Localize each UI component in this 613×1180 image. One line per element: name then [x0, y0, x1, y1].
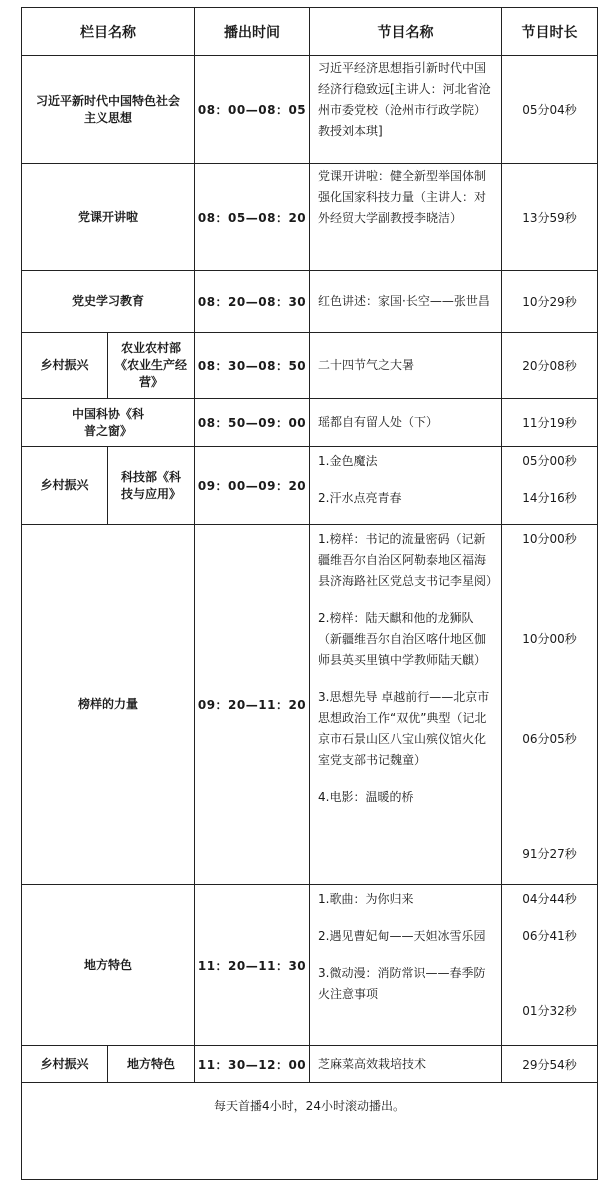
program-item: 2.汗水点亮青春	[318, 491, 402, 505]
column-name: 地方特色	[22, 885, 195, 1046]
table-row	[22, 164, 598, 271]
program-list	[310, 885, 502, 1046]
header-program: 节目名称	[310, 8, 502, 56]
table-row	[22, 56, 598, 164]
program-name: 习近平经济思想指引新时代中国经济行稳致远[主讲人：河北省沧州市委党校（沧州市行政学院）教授刘本琪]	[310, 56, 502, 164]
program-item: 1.榜样：书记的流量密码（记新疆维吾尔自治区阿勒泰地区福海县济海路社区党总支书记李星阅）	[318, 532, 499, 588]
duration: 01分32秒	[522, 1004, 577, 1018]
column-name: 榜样的力量	[22, 525, 195, 885]
air-time: 08：00—08：05	[195, 56, 310, 164]
air-time: 08：30—08：50	[195, 333, 310, 399]
schedule-table	[21, 7, 598, 1180]
footnote-row	[22, 1083, 598, 1180]
program-item: 3.微动漫：消防常识——春季防火注意事项	[318, 966, 486, 1001]
column-name: 党课开讲啦	[22, 164, 195, 271]
duration: 13分59秒	[502, 164, 598, 271]
air-time: 09：20—11：20	[195, 525, 310, 885]
column-name: 党史学习教育	[22, 271, 195, 333]
sub-column-name: 地方特色	[108, 1046, 195, 1083]
program-name: 二十四节气之大暑	[310, 333, 502, 399]
program-item: 1.金色魔法	[318, 454, 378, 468]
table-row	[22, 1046, 598, 1083]
duration: 10分00秒	[522, 532, 577, 546]
header-column: 栏目名称	[22, 8, 195, 56]
duration: 06分41秒	[522, 929, 577, 943]
duration: 91分27秒	[522, 847, 577, 861]
program-list	[310, 525, 502, 885]
air-time: 08：50—09：00	[195, 399, 310, 447]
duration-list	[502, 447, 598, 525]
program-name: 瑶都自有留人处（下）	[310, 399, 502, 447]
air-time: 11：20—11：30	[195, 885, 310, 1046]
duration: 20分08秒	[502, 333, 598, 399]
duration-list	[502, 525, 598, 885]
duration: 05分04秒	[502, 56, 598, 164]
sub-column-name: 科技部《科技与应用》	[108, 447, 195, 525]
duration: 10分00秒	[522, 632, 577, 646]
program-item: 2.遇见曹妃甸——天妲冰雪乐园	[318, 929, 486, 943]
duration: 06分05秒	[522, 732, 577, 746]
column-name: 习近平新时代中国特色社会主义思想	[22, 56, 195, 164]
duration: 14分16秒	[522, 491, 577, 505]
sub-column-name: 农业农村部《农业生产经营》	[108, 333, 195, 399]
program-item: 2.榜样：陆天麒和他的龙狮队（新疆维吾尔自治区喀什地区伽师县英买里镇中学教师陆天麒）	[318, 611, 487, 667]
duration: 29分54秒	[502, 1046, 598, 1083]
table-row	[22, 525, 598, 885]
table-row	[22, 333, 598, 399]
program-list	[310, 447, 502, 525]
duration-list	[502, 885, 598, 1046]
program-name: 芝麻菜高效栽培技术	[310, 1046, 502, 1083]
air-time: 11：30—12：00	[195, 1046, 310, 1083]
duration: 11分19秒	[502, 399, 598, 447]
program-item: 1.歌曲：为你归来	[318, 892, 414, 906]
program-item: 3.思想先导 卓越前行——北京市思想政治工作“双优”典型（记北京市石景山区八宝山殡仪馆火化室党支部书记魏童）	[318, 690, 490, 767]
header-duration: 节目时长	[502, 8, 598, 56]
table-row	[22, 271, 598, 333]
program-name: 党课开讲啦：健全新型举国体制 强化国家科技力量（主讲人：对外经贸大学副教授李晓洁）	[310, 164, 502, 271]
program-item: 4.电影：温暖的桥	[318, 790, 414, 804]
footnote: 每天首播4小时，24小时滚动播出。	[22, 1083, 598, 1180]
header-row	[22, 8, 598, 56]
duration: 10分29秒	[502, 271, 598, 333]
program-name: 红色讲述：家国·长空——张世昌	[310, 271, 502, 333]
air-time: 09：00—09：20	[195, 447, 310, 525]
column-name: 中国科协《科普之窗》	[22, 399, 195, 447]
table-row	[22, 447, 598, 525]
duration: 04分44秒	[522, 892, 577, 906]
column-name: 乡村振兴	[22, 1046, 108, 1083]
column-name: 乡村振兴	[22, 447, 108, 525]
duration: 05分00秒	[522, 454, 577, 468]
header-time: 播出时间	[195, 8, 310, 56]
air-time: 08：05—08：20	[195, 164, 310, 271]
table-row	[22, 399, 598, 447]
air-time: 08：20—08：30	[195, 271, 310, 333]
table-row	[22, 885, 598, 1046]
column-name: 乡村振兴	[22, 333, 108, 399]
